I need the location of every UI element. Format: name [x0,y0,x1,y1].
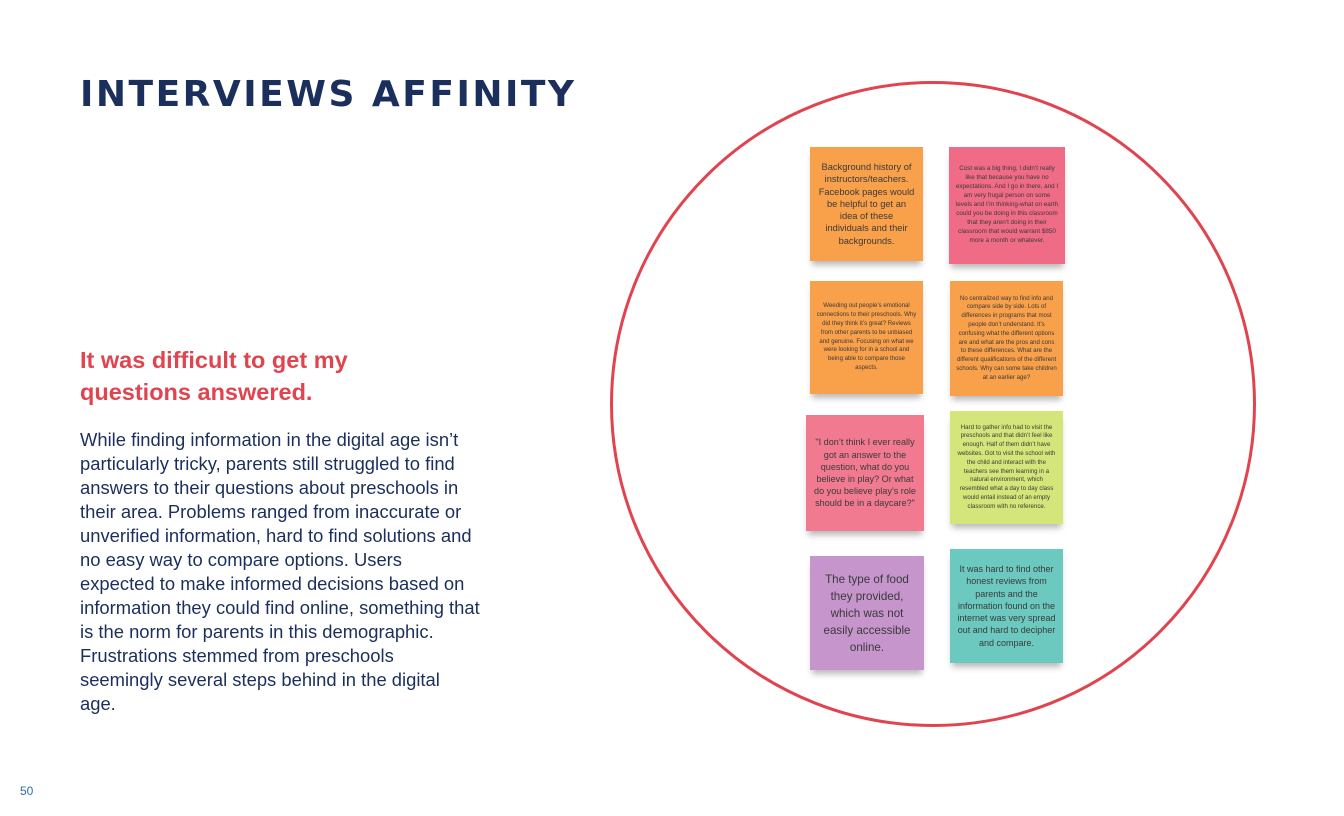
affinity-circle [610,81,1256,727]
sticky-note-instructor-history: Background history of instructors/teachers. Facebook pages would be helpful to get an idea of these individuals and their backgrounds. [810,147,923,261]
sticky-note-play-quote: "I don’t think I ever really got an answer to the question, what do you believe in play? Or what do you believe play’s role should be in a daycare?" [806,415,924,531]
sticky-note-food: The type of food they provided, which was not easily accessible online. [810,556,924,670]
section-subheading: It was difficult to get my questions answered. [80,347,348,405]
page-title: INTERVIEWS AFFINITY [80,74,577,115]
page-number: 50 [20,784,34,798]
sticky-note-emotional-connections: Weeding out people’s emotional connections to their preschools. Why did they think it’s great? Reviews from other parents to be unbiased and genuine. Focusing on what we were looking for in a school and being able to compare those aspects. [810,281,923,394]
sticky-note-honest-reviews: It was hard to find other honest reviews from parents and the information found on the internet was very spread out and hard to decipher and compare. [950,549,1063,663]
body-paragraph: While finding information in the digital age isn’t particularly tricky, parents still struggled to find answers to their questions about preschools in their area. Problems ranged from inaccurate or unverified information, hard to find solutions and no easy way to compare options. Users expected to make informed decisions based on information they could find online, something that is the norm for parents in this demographic. Frustrations stemmed from preschools seemingly several steps behind in the digital age. [80,429,480,714]
sticky-note-no-centralized-info: No centralized way to find info and compare side by side. Lots of differences in programs that most people don’t understand. It’s confusing what the different options are and what are the pros and cons to these differences. What are the different qualifications of the different schools. Why can some take children at an earlier age? [950,281,1063,396]
sticky-note-visit-preschools: Hard to gather info had to visit the preschools and that didn’t feel like enough. Half of them didn’t have websites. Got to visit the school with the child and interact with the teachers see them learning in a natural environment, which resembled what a day to day class would entail instead of an empty classroom with no reference. [950,411,1063,524]
sticky-note-cost: Cost was a big thing, I didn’t really like that because you have no expectations. And I go in there, and I am very frugal person on some levels and I’m thinking-what on earth could you be doing in this classroom that they aren’t doing in their classroom that would warrant $850 more a month or whatever. [949,147,1065,264]
